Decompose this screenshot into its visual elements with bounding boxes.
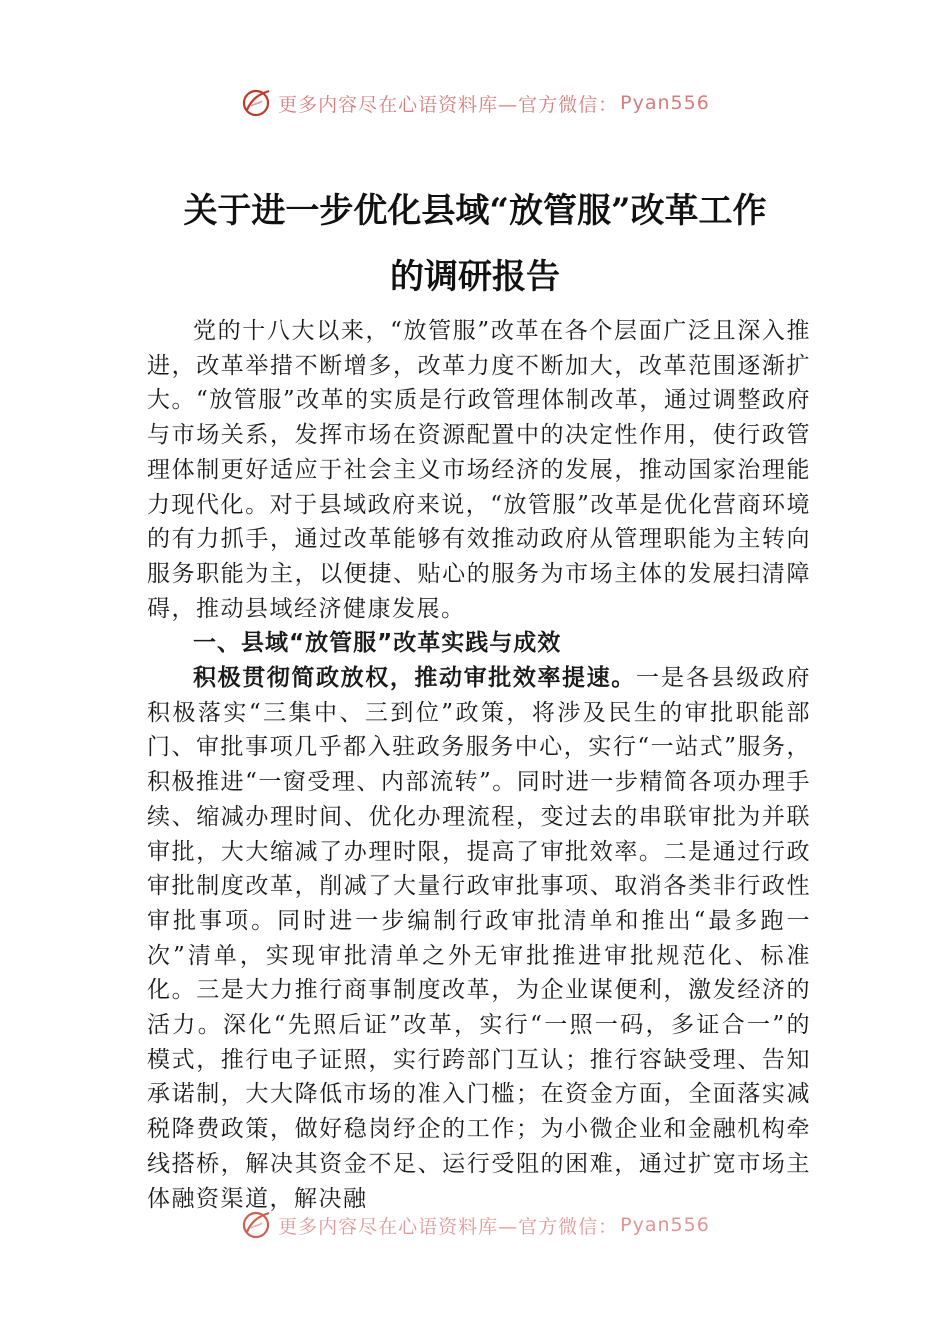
section-1-paragraph [147, 661, 811, 1216]
watermark-text: 更多内容尽在心语资料库—官方微信： [278, 93, 619, 116]
logo-icon [240, 1208, 274, 1242]
watermark-text: 更多内容尽在心语资料库—官方微信： [278, 1215, 619, 1238]
section-1-body: 一是各县级政府积极落实“三集中、三到位”政策，将涉及民生的审批职能部门、审批事项几乎都入驻政务服务中心，实行“一站式”服务，积极推进“一窗受理、内部流转”。同时进一步精简各项办理手续、缩减办理时间、优化办理流程，变过去的串联审批为并联审批，大大缩减了办理时限，提高了审批效率。二是通过行政审批制度改革，削减了大量行政审批事项、取消各类非行政性审批事项。同时进一步编制行政审批清单和推出“最多跑一次”清单，实现审批清单之外无审批推进审批规范化、标准化。三是大力推行商事制度改革，为企业谋便利，激发经济的活力。深化“先照后证”改革，实行“一照一码，多证合一”的模式，推行电子证照，实行跨部门互认；推行容缺受理、告知承诺制，大大降低市场的准入门槛；在资金方面，全面落实减税降费政策，做好稳岗纾企的工作；为小微企业和金融机构牵线搭桥，解决其资金不足、运行受阻的困难，通过扩宽市场主体融资渠道，解决融 [147, 665, 812, 1212]
document-title-line-1: 关于进一步优化县域“放管服”改革工作 [183, 191, 767, 231]
watermark-handle: Pyan556 [620, 92, 710, 114]
section-heading-1: 一、县域“放管服”改革实践与成效 [193, 630, 562, 657]
document-title-line-2: 的调研报告 [390, 257, 560, 297]
watermark-header [0, 86, 950, 120]
watermark-footer [0, 1208, 950, 1242]
document-body [147, 314, 811, 1216]
watermark-handle: Pyan556 [620, 1214, 710, 1236]
intro-paragraph: 党的十八大以来，“放管服”改革在各个层面广泛且深入推进，改革举措不断增多，改革力度不断加大，改革范围逐渐扩大。“放管服”改革的实质是行政管理体制改革，通过调整政府与市场关系，发挥市场在资源配置中的决定性作用，使行政管理体制更好适应于社会主义市场经济的发展，推动国家治理能力现代化。对于县域政府来说，“放管服”改革是优化营商环境的有力抓手，通过改革能够有效推动政府从管理职能为主转向服务职能为主，以便捷、贴心的服务为市场主体的发展扫清障碍，推动县域经济健康发展。 [147, 318, 811, 622]
section-1-lead: 积极贯彻简政放权，推动审批效率提速。 [193, 665, 636, 692]
logo-icon [240, 86, 274, 120]
